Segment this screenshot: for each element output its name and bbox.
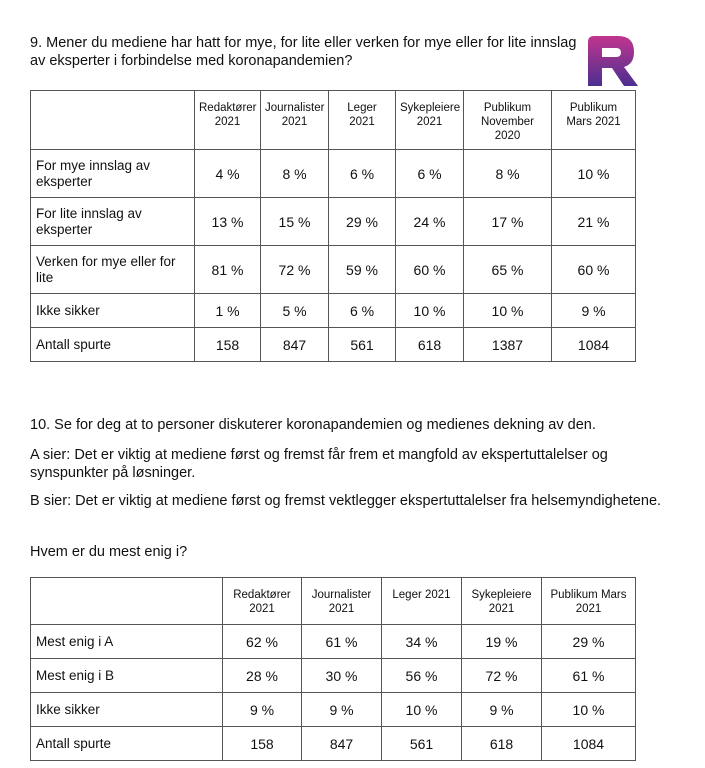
value-cell: 561	[329, 328, 396, 362]
value-cell: 10 %	[464, 294, 552, 328]
table-row	[31, 727, 636, 761]
value-cell: 618	[462, 727, 542, 761]
value-cell: 10 %	[396, 294, 464, 328]
value-cell: 4 %	[195, 150, 261, 198]
value-cell: 9 %	[552, 294, 636, 328]
value-cell: 1387	[464, 328, 552, 362]
question-9-title: 9. Mener du mediene har hatt for mye, for lite eller verken for mye eller for lite innslag av eksperter i forbindelse med koronapandemien?	[30, 35, 577, 69]
header-cell: Journalister 2021	[261, 91, 329, 150]
value-cell: 5 %	[261, 294, 329, 328]
value-cell: 13 %	[195, 198, 261, 246]
value-cell: 6 %	[329, 294, 396, 328]
row-label: Verken for mye eller for lite	[31, 246, 195, 294]
value-cell: 30 %	[302, 659, 382, 693]
row-label: Ikke sikker	[31, 294, 195, 328]
value-cell: 34 %	[382, 625, 462, 659]
row-label: Antall spurte	[31, 328, 195, 362]
table-row	[31, 693, 636, 727]
value-cell: 1084	[542, 727, 636, 761]
header-cell: Redaktører 2021	[223, 578, 302, 625]
row-label: Antall spurte	[31, 727, 223, 761]
question-10-table	[30, 577, 636, 761]
header-cell: Publikum Mars 2021	[542, 578, 636, 625]
value-cell: 72 %	[462, 659, 542, 693]
header-cell: Sykepleiere 2021	[462, 578, 542, 625]
table-row	[31, 328, 636, 362]
row-label: For lite innslag av eksperter	[31, 198, 195, 246]
value-cell: 847	[261, 328, 329, 362]
value-cell: 8 %	[464, 150, 552, 198]
value-cell: 1084	[552, 328, 636, 362]
row-label: For mye innslag av eksperter	[31, 150, 195, 198]
question-10-title: 10. Se for deg at to personer diskuterer koronapandemien og medienes dekning av den.	[30, 417, 596, 433]
value-cell: 72 %	[261, 246, 329, 294]
value-cell: 158	[223, 727, 302, 761]
header-corner-cell	[31, 91, 195, 150]
value-cell: 6 %	[329, 150, 396, 198]
question-10-prompt: Hvem er du mest enig i?	[30, 544, 188, 560]
header-cell: Leger 2021	[329, 91, 396, 150]
table-row	[31, 625, 636, 659]
table-row	[31, 246, 636, 294]
row-label: Mest enig i B	[31, 659, 223, 693]
value-cell: 9 %	[462, 693, 542, 727]
table-header-row	[31, 578, 636, 625]
value-cell: 61 %	[302, 625, 382, 659]
value-cell: 847	[302, 727, 382, 761]
statement-b: B sier: Det er viktig at mediene først og fremst vektlegger ekspertuttalelser fra helsemyndighetene.	[30, 493, 662, 509]
value-cell: 29 %	[329, 198, 396, 246]
header-cell: Leger 2021	[382, 578, 462, 625]
value-cell: 60 %	[552, 246, 636, 294]
table-row	[31, 294, 636, 328]
value-cell: 60 %	[396, 246, 464, 294]
header-cell: Publikum November 2020	[464, 91, 552, 150]
value-cell: 10 %	[552, 150, 636, 198]
row-label: Ikke sikker	[31, 693, 223, 727]
value-cell: 15 %	[261, 198, 329, 246]
value-cell: 561	[382, 727, 462, 761]
table-header-row	[31, 91, 636, 150]
value-cell: 10 %	[542, 693, 636, 727]
value-cell: 81 %	[195, 246, 261, 294]
value-cell: 59 %	[329, 246, 396, 294]
value-cell: 21 %	[552, 198, 636, 246]
header-corner-cell	[31, 578, 223, 625]
header-cell: Publikum Mars 2021	[552, 91, 636, 150]
value-cell: 9 %	[223, 693, 302, 727]
value-cell: 61 %	[542, 659, 636, 693]
value-cell: 65 %	[464, 246, 552, 294]
value-cell: 62 %	[223, 625, 302, 659]
header-cell: Journalister 2021	[302, 578, 382, 625]
header-cell: Sykepleiere 2021	[396, 91, 464, 150]
value-cell: 9 %	[302, 693, 382, 727]
value-cell: 618	[396, 328, 464, 362]
question-9-table	[30, 90, 636, 362]
value-cell: 19 %	[462, 625, 542, 659]
brand-logo-icon	[584, 32, 642, 90]
value-cell: 28 %	[223, 659, 302, 693]
value-cell: 17 %	[464, 198, 552, 246]
value-cell: 56 %	[382, 659, 462, 693]
value-cell: 6 %	[396, 150, 464, 198]
header-cell: Redaktører 2021	[195, 91, 261, 150]
table-row	[31, 659, 636, 693]
value-cell: 158	[195, 328, 261, 362]
value-cell: 8 %	[261, 150, 329, 198]
table-row	[31, 150, 636, 198]
statement-a: A sier: Det er viktig at mediene først og fremst får frem et mangfold av ekspertuttalelser og synspunkter på løsninger.	[30, 447, 608, 481]
value-cell: 1 %	[195, 294, 261, 328]
value-cell: 24 %	[396, 198, 464, 246]
row-label: Mest enig i A	[31, 625, 223, 659]
table-row	[31, 198, 636, 246]
value-cell: 10 %	[382, 693, 462, 727]
value-cell: 29 %	[542, 625, 636, 659]
